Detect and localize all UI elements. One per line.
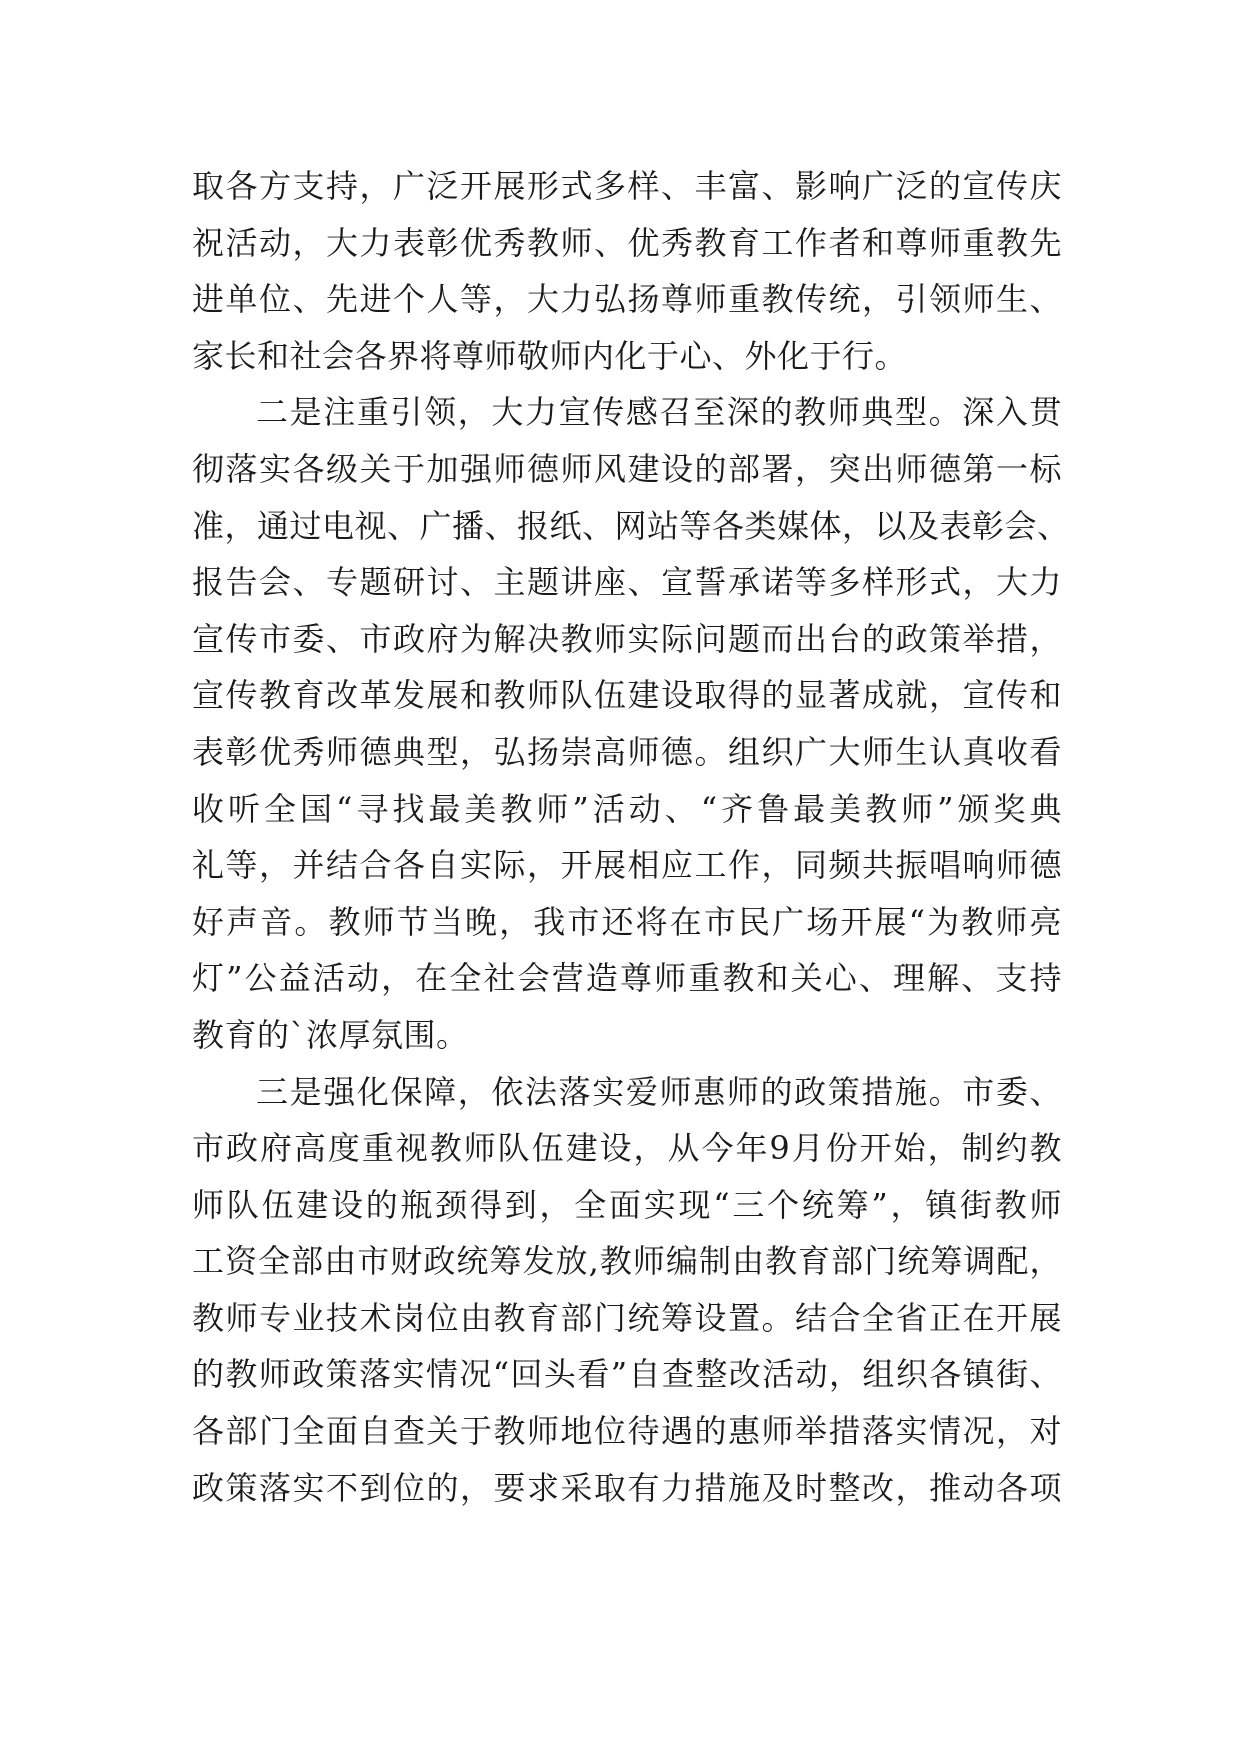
text-line: 教师专业技术岗位由教育部门统筹设置。结合全省正在开展 (192, 1298, 1062, 1337)
text-line: 礼等，并结合各自实际，开展相应工作，同频共振唱响师德 (192, 846, 1062, 885)
paragraph-start-line: 二是注重引领，大力宣传感召至深的教师典型。深入贯 (256, 393, 1062, 432)
text-line: 各部门全面自查关于教师地位待遇的惠师举措落实情况，对 (192, 1412, 1062, 1451)
text-line: 好声音。教师节当晚，我市还将在市民广场开展“为教师亮 (192, 902, 1062, 941)
text-line: 市政府高度重视教师队伍建设，从今年9月份开始，制约教 (192, 1129, 1062, 1168)
text-line: 灯”公益活动，在全社会营造尊师重教和关心、理解、支持 (192, 959, 1062, 998)
paragraph-start-line: 三是强化保障，依法落实爱师惠师的政策措施。市委、 (256, 1072, 1062, 1111)
text-line: 准，通过电视、广播、报纸、网站等各类媒体，以及表彰会、 (192, 506, 1070, 545)
text-line: 的教师政策落实情况“回头看”自查整改活动，组织各镇街、 (192, 1355, 1062, 1394)
text-line: 收听全国“寻找最美教师”活动、“齐鲁最美教师”颁奖典 (192, 789, 1062, 828)
text-line: 工资全部由市财政统筹发放,教师编制由教育部门统筹调配， (192, 1242, 1062, 1281)
text-line: 教育的`浓厚氛围。 (192, 1015, 469, 1054)
text-line: 师队伍建设的瓶颈得到，全面实现“三个统筹”，镇街教师 (192, 1185, 1062, 1224)
body-text (192, 158, 1070, 1516)
text-line: 表彰优秀师德典型，弘扬崇高师德。组织广大师生认真收看 (192, 732, 1062, 771)
text-line: 进单位、先进个人等，大力弘扬尊师重教传统，引领师生、 (192, 280, 1062, 319)
text-line: 政策落实不到位的，要求采取有力措施及时整改，推动各项 (192, 1468, 1062, 1507)
text-line: 家长和社会各界将尊师敬师内化于心、外化于行。 (192, 336, 908, 375)
text-line: 祝活动，大力表彰优秀教师、优秀教育工作者和尊师重教先 (192, 223, 1062, 262)
text-line: 彻落实各级关于加强师德师风建设的部署，突出师德第一标 (192, 449, 1062, 488)
text-line: 宣传教育改革发展和教师队伍建设取得的显著成就，宣传和 (192, 676, 1062, 715)
text-line: 宣传市委、市政府为解决教师实际问题而出台的政策举措， (192, 619, 1062, 658)
text-line: 报告会、专题研讨、主题讲座、宣誓承诺等多样形式，大力 (192, 563, 1062, 602)
text-line: 取各方支持，广泛开展形式多样、丰富、影响广泛的宣传庆 (192, 167, 1062, 205)
